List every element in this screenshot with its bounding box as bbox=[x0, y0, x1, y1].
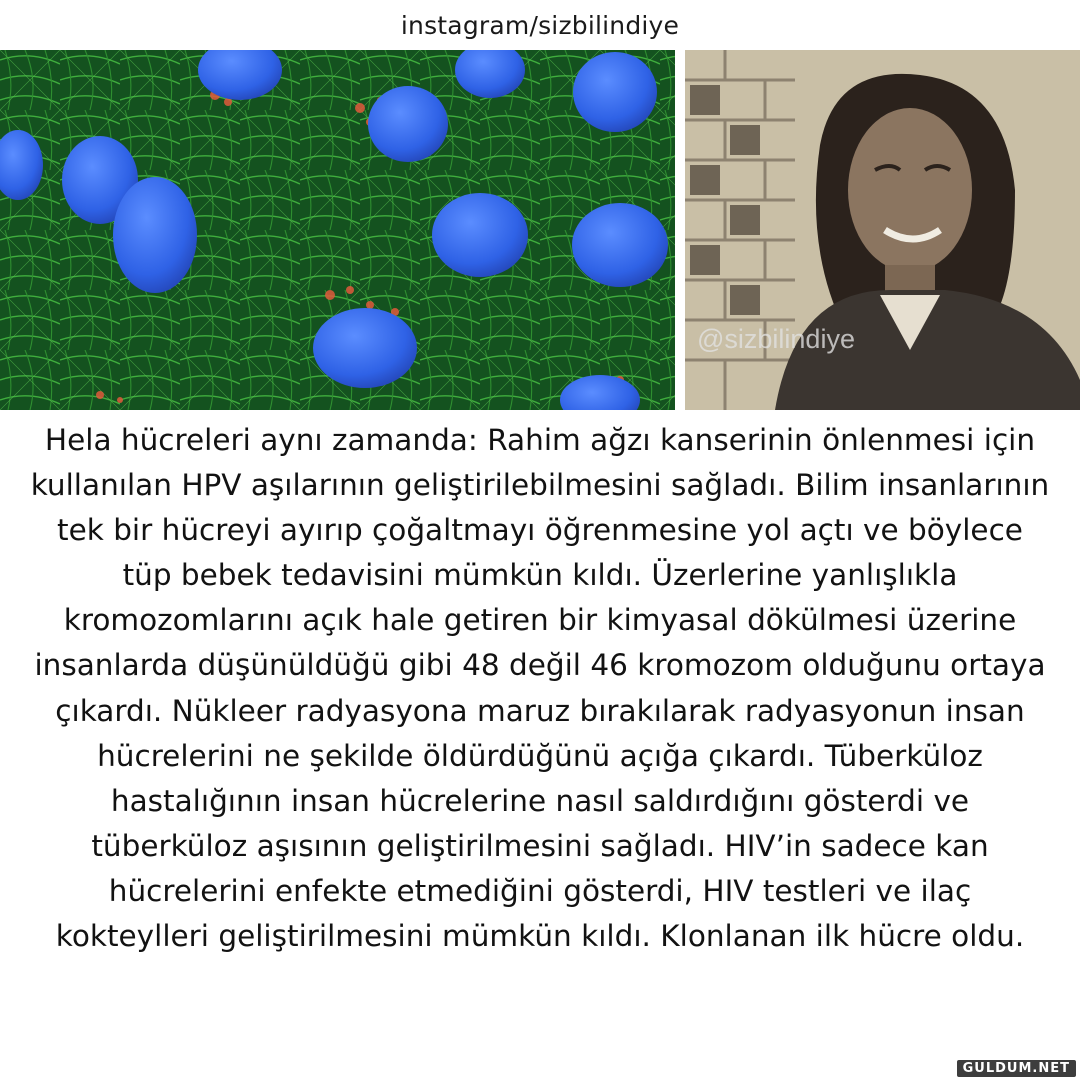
portrait-photo bbox=[685, 50, 1080, 410]
hela-cells-image bbox=[0, 50, 675, 410]
account-handle: instagram/sizbilindiye bbox=[400, 10, 680, 40]
site-badge: GULDUM.NET bbox=[957, 1060, 1076, 1077]
watermark-text: @sizbilindiye bbox=[697, 324, 855, 354]
article-body: Hela hücreleri aynı zamanda: Rahim ağzı kanserinin önlenmesi için kullanılan HPV aşılarının geliştirilebilmesini sağladı. Bilim insanlarının tek bir hücreyi ayırıp çoğaltmayı öğrenmesine yol açtı ve böylece tüp bebek tedavisini mümkün kıldı. Üzerlerine yanlışlıkla kromozomlarını açık hale getiren bir kimyasal dökülmesi üzerine insanlarda düşünüldüğü gibi 48 değil 46 kromozom olduğunu ortaya çıkardı. Nükleer radyasyona maruz bırakılarak radyasyonun insan hücrelerini ne şekilde öldürdüğünü açığa çıkardı. Tüberküloz hastalığının insan hücrelerine nasıl saldırdığını gösterdi ve tüberküloz aşısının geliştirilmesini sağladı. HIV’in sadece kan hücrelerini enfekte etmediğini gösterdi, HIV testleri ve ilaç kokteylleri geliştirilmesini mümkün kıldı. Klonlanan ilk hücre oldu. bbox=[30, 423, 1050, 954]
